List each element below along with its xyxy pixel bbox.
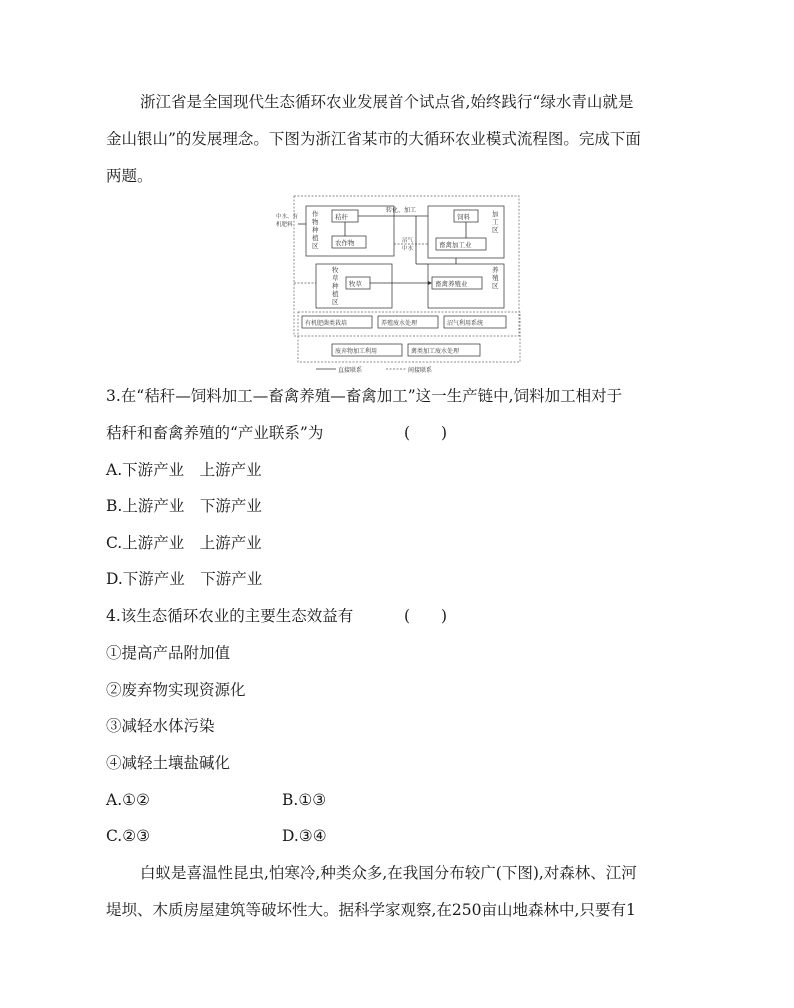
legend-indirect: 间接联系	[408, 367, 433, 374]
processing-zone-char: 工	[492, 218, 499, 226]
q4-option-c: C.②③	[106, 827, 151, 845]
breeding-zone-char: 养	[492, 266, 499, 274]
q4-option-d: D.③④	[282, 827, 327, 845]
bottom-box-1-label: 有机肥菌类栽培	[305, 320, 348, 327]
forage-label: 牧草	[349, 280, 362, 288]
circular-agriculture-diagram	[276, 194, 526, 374]
intro-line-3: 两题。	[106, 167, 153, 185]
intro2-line-1: 白蚁是喜温性昆虫,怕寒冷,种类众多,在我国分布较广(下图),对森林、江河	[140, 864, 637, 882]
intro-line-2: 金山银山”的发展理念。下图为浙江省某市的大循环农业模式流程图。完成下面	[106, 130, 641, 148]
biogas-label-1: 沼气	[402, 238, 414, 244]
intro2-line-2: 堤坝、木质房屋建筑等破坏性大。据科学家观察,在250亩山地森林中,只要有1	[106, 901, 636, 919]
forage-zone-char: 草	[332, 274, 339, 282]
processing-zone-char: 加	[492, 210, 499, 218]
processing-zone-char: 区	[492, 226, 499, 234]
q4-statement-1: ①提高产品附加值	[106, 644, 231, 662]
crop-zone-char: 区	[312, 242, 319, 250]
q3-option-a: A.下游产业 上游产业	[106, 461, 262, 479]
feed-label: 饲料	[457, 213, 470, 221]
forage-zone-char: 牧	[332, 266, 339, 274]
q3-stem-line-1: 3.在“秸秆—饲料加工—畜禽养殖—畜禽加工”这一生产链中,饲料加工相对于	[106, 387, 623, 405]
intro-line-1: 浙江省是全国现代生态循环农业发展首个试点省,始终践行“绿水青山就是	[140, 93, 634, 111]
biogas-label-2: 中水	[402, 246, 414, 252]
left-label-2: 机肥料	[276, 222, 293, 228]
forage-zone-char: 种	[332, 282, 339, 290]
q3-stem-line-2: 秸秆和畜禽养殖的“产业联系”为	[106, 424, 324, 442]
poultry-breeding-label: 畜禽养殖业	[435, 280, 468, 288]
q3-option-d: D.下游产业 下游产业	[106, 570, 263, 588]
q3-option-b: B.上游产业 下游产业	[106, 497, 262, 515]
crop-zone-char: 作	[312, 210, 319, 218]
bottom-box-5-label: 禽类加工废水处理	[411, 348, 460, 355]
crop-zone-char: 物	[312, 218, 319, 226]
legend-direct: 直接联系	[338, 367, 363, 374]
forage-zone-char: 区	[332, 298, 339, 306]
breeding-zone-char: 区	[492, 282, 499, 290]
left-label-1: 中水、有	[276, 214, 299, 220]
q4-option-a: A.①②	[106, 791, 150, 809]
poultry-processing-label: 畜禽加工业	[439, 241, 472, 249]
bottom-box-2-label: 养殖废水处理	[381, 320, 418, 327]
bottom-box-3-label: 沼气利用系统	[447, 320, 484, 327]
bottom-box-4-label: 废弃物加工利用	[335, 348, 378, 355]
forage-zone-char: 植	[332, 290, 339, 298]
convert-label: 转化、加工	[386, 207, 417, 214]
straw-label: 秸秆	[335, 213, 348, 221]
breeding-zone-char: 殖	[492, 274, 499, 282]
crops-label: 农作物	[335, 239, 355, 247]
q4-statement-4: ④减轻土壤盐碱化	[106, 754, 231, 772]
q3-answer-bracket: ( )	[404, 424, 448, 442]
q4-stem: 4.该生态循环农业的主要生态效益有	[106, 607, 354, 625]
q3-option-c: C.上游产业 上游产业	[106, 534, 262, 552]
crop-zone-char: 种	[312, 226, 319, 234]
q4-statement-2: ②废弃物实现资源化	[106, 681, 246, 699]
q4-option-b: B.①③	[282, 791, 327, 809]
q4-answer-bracket: ( )	[404, 607, 448, 625]
crop-zone-char: 植	[312, 234, 319, 242]
q4-statement-3: ③减轻水体污染	[106, 717, 215, 735]
